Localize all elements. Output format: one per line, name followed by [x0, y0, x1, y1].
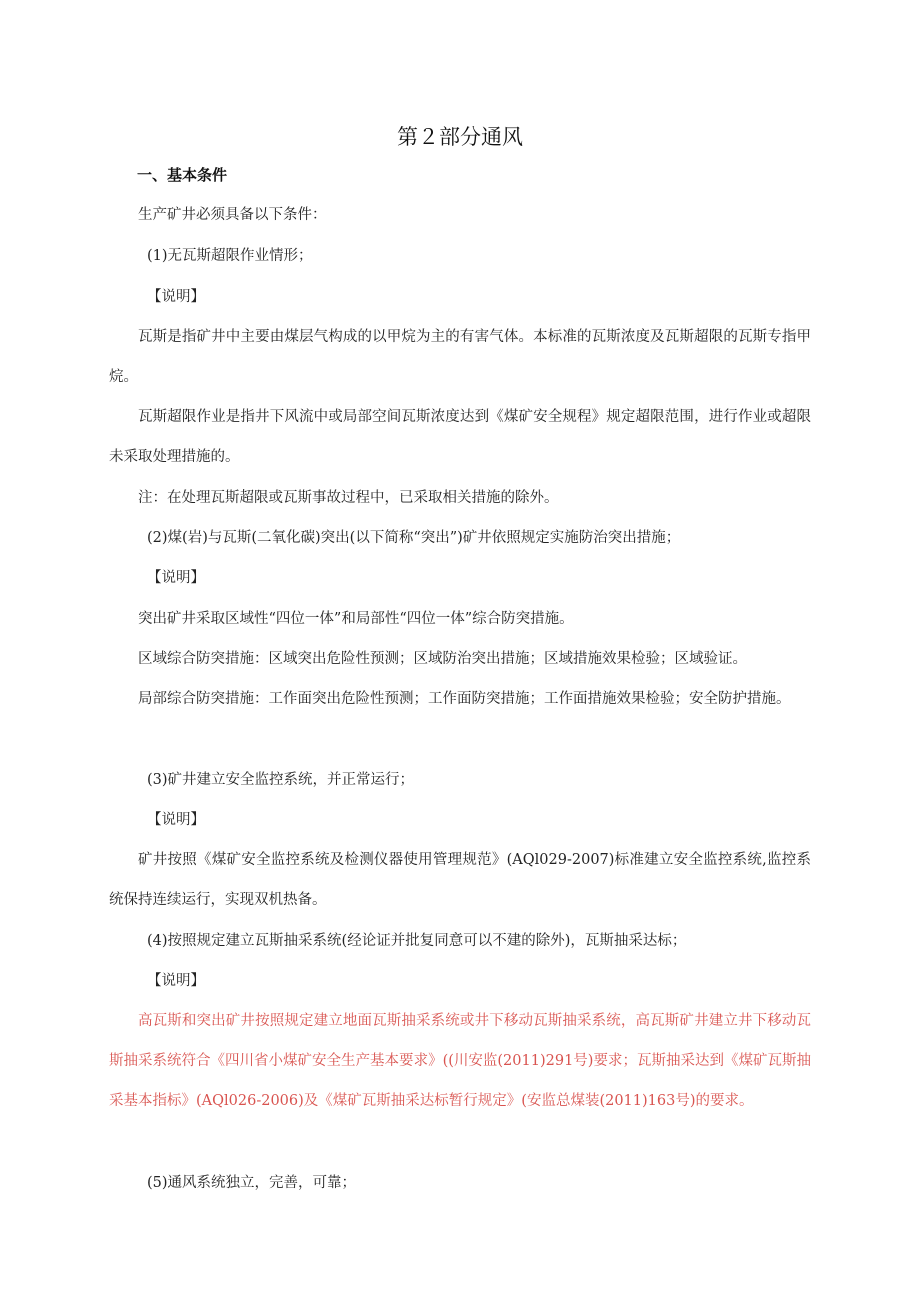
explanation-label: 【说明】	[147, 289, 205, 305]
explanation-paragraph: 瓦斯超限作业是指井下风流中或局部空间瓦斯浓度达到《煤矿安全规程》规定超限范围，进行作业或超限未采取处理措施的。	[109, 409, 811, 465]
condition-item-3: (3)矿井建立安全监控系统，并正常运行；	[147, 772, 415, 788]
explanation-paragraph: 区域综合防突措施：区域突出危险性预测；区域防治突出措施；区域措施效果检验；区域验证。	[138, 651, 747, 667]
explanation-label: 【说明】	[147, 973, 205, 989]
condition-item-2: (2)煤(岩)与瓦斯(二氧化碳)突出(以下简称“突出”)矿井依照规定实施防治突出措施；	[147, 530, 681, 546]
document-title: 第２部分通风	[397, 125, 523, 149]
explanation-label: 【说明】	[147, 812, 205, 828]
explanation-paragraph: 矿井按照《煤矿安全监控系统及检测仪器使用管理规范》(AQl029-2007)标准建立安全监控系统,监控系统保持连续运行，实现双机热备。	[109, 852, 811, 908]
condition-item-4: (4)按照规定建立瓦斯抽采系统(经论证并批复同意可以不建的除外)，瓦斯抽采达标；	[147, 933, 687, 949]
explanation-paragraph: 瓦斯是指矿井中主要由煤层气构成的以甲烷为主的有害气体。本标准的瓦斯浓度及瓦斯超限的瓦斯专指甲烷。	[109, 329, 811, 385]
highlighted-requirement-paragraph: 高瓦斯和突出矿井按照规定建立地面瓦斯抽采系统或井下移动瓦斯抽采系统，高瓦斯矿井建立井下移动瓦斯抽采系统符合《四川省小煤矿安全生产基本要求》((川安监(2011)291号)要求；瓦斯抽采达到《煤矿瓦斯抽采基本指标》(AQl026-2006)及《煤矿瓦斯抽采达标暂行规定》(安监总煤装(2011)163号)的要求。	[109, 1013, 811, 1109]
paragraph-intro: 生产矿井必须具备以下条件：	[138, 207, 327, 223]
note-paragraph: 注：在处理瓦斯超限或瓦斯事故过程中，已采取相关措施的除外。	[138, 490, 559, 506]
condition-item-1: (1)无瓦斯超限作业情形；	[147, 248, 313, 264]
explanation-label: 【说明】	[147, 570, 205, 586]
explanation-paragraph: 突出矿井采取区域性“四位一体”和局部性“四位一体”综合防突措施。	[138, 611, 574, 627]
condition-item-5: (5)通风系统独立，完善，可靠；	[147, 1175, 357, 1191]
section-heading: 一、基本条件	[137, 166, 228, 184]
explanation-paragraph: 局部综合防突措施：工作面突出危险性预测；工作面防突措施；工作面措施效果检验；安全防护措施。	[138, 691, 791, 707]
